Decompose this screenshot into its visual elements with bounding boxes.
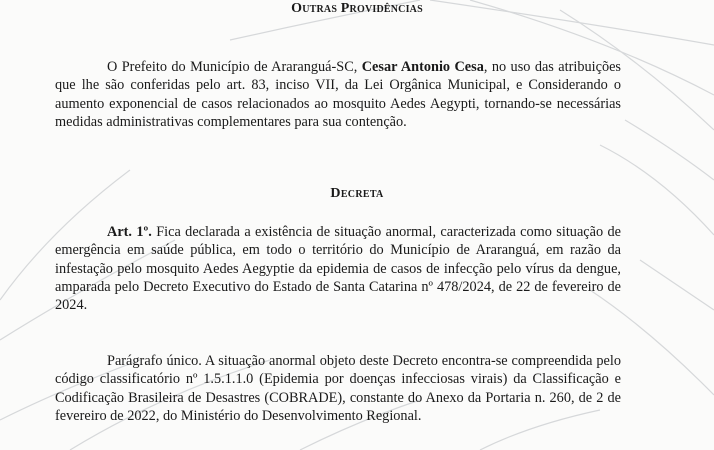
preamble-rest: , no uso das atribuições que lhe são conferidas pelo art. 83, inciso VII, da Lei Orgânica Municipal, e Considerando o aumento exponencial de casos relacionados ao mosquito Aedes Aegypti, tornando-se necessárias medidas administrativas complementares para sua contenção. [55, 59, 621, 130]
article-1-text: Fica declarada a existência de situação anormal, caracterizada como situação de emergência em saúde pública, em todo o território do Município de Araranguá, em razão da infestação pelo mosquito Aedes Aegyptie da epidemia de casos de infecção pelo vírus da dengue, amparada pelo Decreto Executivo do Estado de Santa Catarina nº 478/2024, de 22 de fevereiro de 2024. [55, 224, 621, 314]
article-1-label: Art. 1º. [107, 224, 152, 240]
article-1-paragraph [55, 223, 621, 314]
top-heading: Outras Providências [291, 1, 423, 16]
mayor-name: Cesar Antonio Cesa [361, 59, 484, 75]
preamble-paragraph [55, 58, 621, 131]
sole-paragraph [55, 352, 621, 425]
sole-paragraph-text: Parágrafo único. A situação anormal objeto deste Decreto encontra-se compreendida pelo código classificatório nº 1.5.1.1.0 (Epidemia por doenças infecciosas virais) da Classificação e Codificação Brasileira de Desastres (COBRADE), constante do Anexo da Portaria n. 260, de 2 de fevereiro de 2022, do Ministério do Desenvolvimento Regional. [55, 353, 621, 424]
decree-heading: Decreta [330, 186, 384, 201]
preamble-prefix: O Prefeito do Município de Araranguá-SC, [107, 59, 358, 75]
